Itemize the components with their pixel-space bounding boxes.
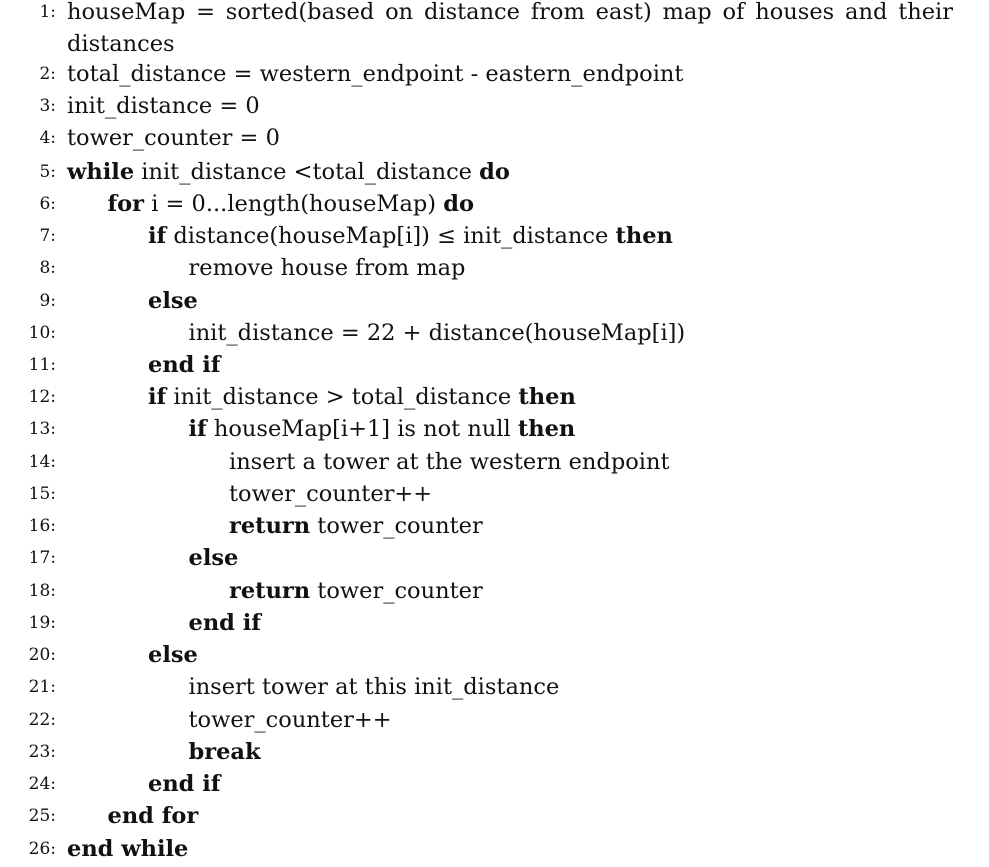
code-text [229, 575, 953, 607]
line-number: 2: [39, 64, 56, 84]
code-text [189, 607, 954, 639]
line-number: 8: [39, 258, 56, 278]
code-text [67, 122, 953, 154]
code-text [148, 285, 953, 317]
line-number: 16: [28, 516, 56, 536]
line-number: 6: [39, 194, 56, 214]
line-number: 20: [28, 645, 56, 665]
line-number: 3: [39, 96, 56, 116]
keyword: end while [67, 836, 189, 862]
keyword: return [229, 578, 311, 604]
statement-text: init_distance = 0 [67, 93, 260, 119]
line-number: 4: [39, 128, 56, 148]
line-number: 7: [39, 226, 56, 246]
code-text [189, 671, 954, 703]
statement-text: distance(houseMap[i]) ≤ init_distance [166, 223, 616, 249]
code-text [148, 639, 953, 671]
code-text [189, 252, 954, 284]
code-text [67, 833, 953, 865]
code-text [189, 413, 954, 445]
line-number: 13: [28, 419, 56, 439]
keyword: else [148, 642, 198, 668]
line-number: 9: [39, 291, 56, 311]
statement-text: remove house from map [188, 255, 466, 281]
keyword: then [615, 223, 673, 249]
keyword: return [229, 513, 311, 539]
keyword: end if [148, 352, 221, 378]
line-number: 10: [28, 323, 56, 343]
keyword: do [443, 191, 474, 217]
keyword: then [517, 416, 576, 442]
line-number: 24: [28, 774, 56, 794]
statement-text: houseMap = sorted(based on distance from east) map of houses and their distances [67, 0, 953, 57]
code-text [67, 156, 953, 188]
code-text [189, 704, 954, 736]
line-number: 15: [28, 484, 56, 504]
code-text [67, 58, 953, 90]
statement-text: tower_counter [310, 513, 483, 539]
keyword: while [67, 159, 135, 185]
statement-text: tower_counter = 0 [67, 125, 280, 151]
code-text [148, 768, 953, 800]
statement-text: houseMap[i+1] is not null [206, 416, 518, 442]
line-number: 11: [28, 355, 56, 375]
statement-text: i = 0...length(houseMap) [144, 191, 444, 217]
code-text [229, 510, 953, 542]
code-text [148, 220, 953, 252]
line-number: 14: [28, 452, 56, 472]
line-number: 19: [28, 613, 56, 633]
code-text [67, 0, 953, 60]
statement-text: tower_counter [310, 578, 483, 604]
code-text [229, 446, 953, 478]
code-text [189, 736, 954, 768]
line-number: 22: [28, 710, 56, 730]
code-text [108, 800, 954, 832]
keyword: do [479, 159, 510, 185]
keyword: else [188, 545, 239, 571]
statement-text: init_distance = 22 + distance(houseMap[i]) [188, 320, 686, 346]
keyword: if [148, 384, 167, 410]
line-number: 1: [39, 2, 56, 22]
code-text [148, 349, 953, 381]
code-text [189, 542, 954, 574]
code-text [108, 188, 954, 220]
keyword: end if [148, 771, 221, 797]
keyword: else [148, 288, 198, 314]
line-number: 21: [28, 677, 56, 697]
keyword: then [518, 384, 576, 410]
line-number: 26: [28, 839, 56, 859]
statement-text: init_distance > total_distance [166, 384, 519, 410]
statement-text: insert a tower at the western endpoint [229, 449, 670, 475]
keyword: break [188, 739, 261, 765]
keyword: end if [188, 610, 261, 636]
code-text [189, 317, 954, 349]
keyword: for [107, 191, 145, 217]
code-text [67, 90, 953, 122]
line-number: 17: [28, 548, 56, 568]
line-number: 23: [28, 742, 56, 762]
line-number: 12: [28, 387, 56, 407]
statement-text: insert tower at this init_distance [188, 674, 560, 700]
statement-text: total_distance = western_endpoint - eastern_endpoint [67, 61, 684, 87]
keyword: if [148, 223, 167, 249]
line-number: 5: [39, 162, 56, 182]
code-text [229, 478, 953, 510]
statement-text: init_distance <total_distance [134, 159, 480, 185]
line-number: 18: [28, 581, 56, 601]
code-text [148, 381, 953, 413]
keyword: end for [107, 803, 199, 829]
statement-text: tower_counter++ [229, 481, 433, 507]
keyword: if [188, 416, 207, 442]
line-number: 25: [28, 806, 56, 826]
statement-text: tower_counter++ [188, 707, 392, 733]
